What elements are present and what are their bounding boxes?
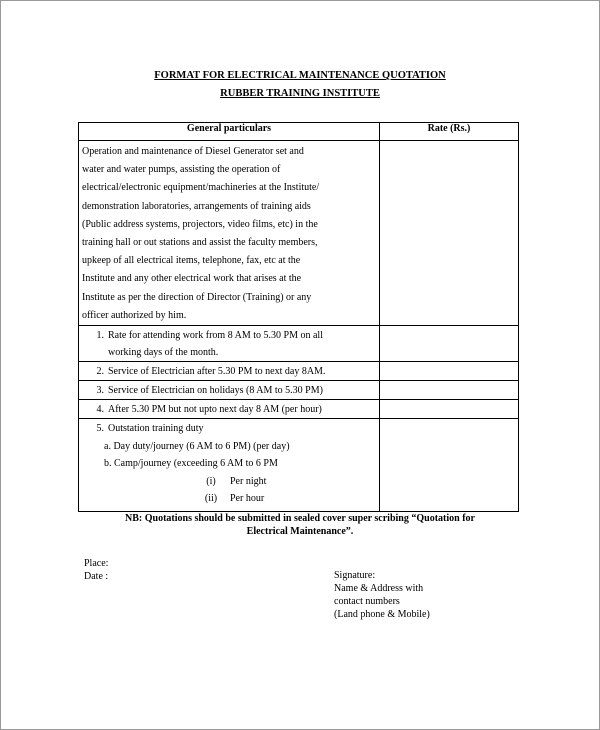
item-text: working days of the month. <box>108 347 219 359</box>
place-label: Place: <box>84 558 109 569</box>
description-line: Operation and maintenance of Diesel Generator set and <box>82 146 304 157</box>
description-line: officer authorized by him. <box>82 309 187 321</box>
item-text: After 5.30 PM but not upto next day 8 AM (per hour) <box>108 404 322 416</box>
rate-cell[interactable] <box>380 362 519 381</box>
item-text: Service of Electrician after 5.30 PM to next day 8AM. <box>108 366 326 378</box>
item-cell <box>79 326 380 362</box>
description-line: upkeep of all electrical items, telephone, fax, etc at the <box>82 255 301 267</box>
signature-block <box>334 569 430 621</box>
rate-cell[interactable] <box>380 400 519 419</box>
item-number: 2. <box>96 366 104 378</box>
table-row <box>79 362 519 381</box>
address-label: Name & Address with <box>334 583 424 594</box>
description-cell <box>79 141 380 326</box>
description-line: electrical/electronic equipment/machineries at the Institute/ <box>82 182 320 194</box>
institute-title: RUBBER TRAINING INSTITUTE <box>220 88 380 99</box>
document-title: FORMAT FOR ELECTRICAL MAINTENANCE QUOTATION <box>154 70 446 81</box>
item-text: Service of Electrician on holidays (8 AM to 5.30 PM) <box>108 385 323 397</box>
table-header-row <box>79 123 519 141</box>
roman-text: Per night <box>230 475 267 487</box>
roman-numeral: (ii) <box>204 493 218 505</box>
quotation-table <box>78 122 519 512</box>
item-number: 1. <box>96 330 104 342</box>
nb-note <box>80 512 520 538</box>
header-rate: Rate (Rs.) <box>380 123 519 141</box>
signature-label: Signature: <box>334 570 376 581</box>
contact-label: contact numbers <box>334 596 400 607</box>
phone-label: (Land phone & Mobile) <box>334 609 430 620</box>
item-cell <box>79 362 380 381</box>
date-label: Date : <box>84 571 109 582</box>
header-general-particulars: General particulars <box>79 123 380 141</box>
description-line: demonstration laboratories, arrangements of training aids <box>82 200 311 212</box>
item-cell <box>79 400 380 419</box>
item-number: 3. <box>96 385 104 397</box>
table-row <box>79 400 519 419</box>
item-number: 5. <box>96 423 104 435</box>
description-line: Institute and any other electrical work that arises at the <box>82 273 302 285</box>
place-date-block <box>84 557 108 583</box>
item-text: Rate for attending work from 8 AM to 5.30 PM on all <box>108 330 323 342</box>
roman-item <box>82 490 376 508</box>
description-line: (Public address systems, projectors, video films, etc) in the <box>82 218 318 230</box>
item-cell <box>79 381 380 400</box>
description-text <box>79 141 379 325</box>
rate-cell[interactable] <box>380 326 519 362</box>
rate-cell[interactable] <box>380 419 519 512</box>
item-number: 4. <box>96 404 104 416</box>
roman-text: Per hour <box>230 493 265 505</box>
rate-cell[interactable] <box>380 381 519 400</box>
nb-line: Electrical Maintenance”. <box>246 526 354 537</box>
sub-item: b. Camp/journey (exceeding 6 AM to 6 PM <box>104 458 278 470</box>
table-row <box>79 419 519 512</box>
item-cell <box>79 419 380 512</box>
description-line: training hall or out stations and assist the faculty members, <box>82 237 318 249</box>
description-line: water and water pumps, assisting the operation of <box>82 164 281 176</box>
roman-item <box>82 473 376 491</box>
table-row <box>79 381 519 400</box>
description-line: Institute as per the direction of Director (Training) or any <box>82 291 312 303</box>
rate-cell[interactable] <box>380 141 519 326</box>
roman-numeral: (i) <box>206 475 216 487</box>
item-text: Outstation training duty <box>108 423 204 435</box>
table-row <box>79 326 519 362</box>
sub-item: a. Day duty/journey (6 AM to 6 PM) (per day) <box>104 440 290 452</box>
nb-line: NB: Quotations should be submitted in sealed cover super scribing “Quotation for <box>125 513 475 524</box>
table-row <box>79 141 519 326</box>
